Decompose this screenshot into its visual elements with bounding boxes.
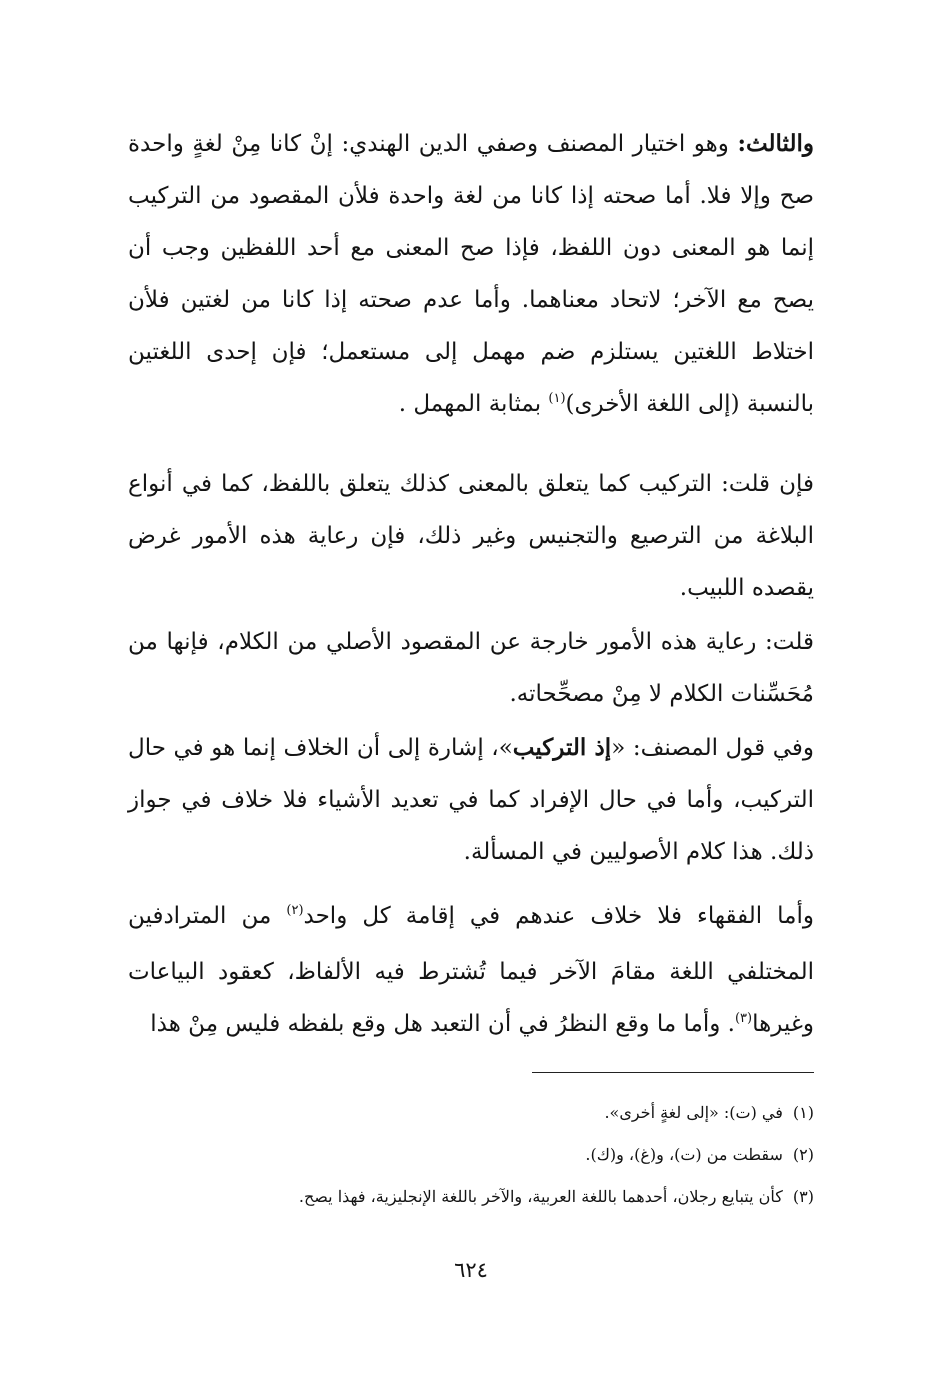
quoted-term: إذ التركيب [512, 734, 612, 761]
footnote-item [128, 1092, 814, 1134]
paragraph-text-tail: بمثابة المهمل . [398, 391, 549, 417]
paragraph-text-after: »، إشارة إلى أن الخلاف إنما هو في حال التركيب، وأما في حال الإفراد كما في تعديد الأشياء فلا خلاف في جواز ذلك. هذا كلام الأصوليين في المسألة. [128, 735, 814, 865]
page-number: ٦٢٤ [454, 1258, 488, 1282]
paragraph-objection [128, 458, 814, 614]
paragraph-third-opinion [128, 118, 814, 434]
footnote-divider [532, 1072, 814, 1073]
footnotes-list [128, 1092, 814, 1218]
document-page [128, 0, 814, 1376]
paragraph-text: فإن قلت: التركيب كما يتعلق بالمعنى كذلك يتعلق باللفظ، كما في أنواع البلاغة من الترصيع والتجنيس وغير ذلك، فإن رعاية هذه الأمور غرض يقصده اللبيب. [128, 471, 814, 601]
footnote-reference-2: (٢) [286, 903, 304, 918]
footnote-item [128, 1134, 814, 1176]
paragraph-reply [128, 616, 814, 720]
footnote-marker: (١) [792, 1103, 814, 1122]
paragraph-author-statement [128, 722, 814, 878]
paragraph-text-before: وفي قول المصنف: « [611, 735, 814, 761]
paragraph-text-after: . وأما ما وقع النظرُ في أن التعبد هل وقع بلفظه فليس مِنْ هذا [150, 1011, 735, 1037]
footnote-text: في (ت): «إلى لغةٍ أخرى». [604, 1103, 783, 1122]
paragraph-jurists [128, 890, 814, 1054]
paragraph-text-middle: من المترادفين المختلفي اللغة مقامَ الآخر فيما تُشترط فيه الألفاظ، كعقود البياعات وغيرها [128, 903, 814, 1037]
paragraph-text: قلت: رعاية هذه الأمور خارجة عن المقصود الأصلي من الكلام، فإنها من مُحَسِّنات الكلام لا مِنْ مصحِّحاته. [128, 629, 814, 707]
footnote-marker: (٢) [792, 1145, 814, 1164]
footnote-text: سقطت من (ت)، و(غ)، و(ك). [585, 1145, 783, 1164]
paragraph-text-before: وأما الفقهاء فلا خلاف عندهم في إقامة كل واحد [303, 903, 814, 929]
footnote-text: كأن يتبايع رجلان، أحدهما باللغة العربية، والآخر باللغة الإنجليزية، فهذا يصح. [298, 1187, 783, 1206]
footnote-marker: (٣) [792, 1187, 814, 1206]
paragraph-text: وهو اختيار المصنف وصفي الدين الهندي: إنْ كانا مِنْ لغةٍ واحدة صح وإلا فلا. أما صحته إذا كانا من لغة واحدة فلأن المقصود من التركيب إنما هو المعنى دون اللفظ، فإذا صح المعنى مع أحد اللفظين وجب أن يصح مع الآخر؛ لاتحاد معناهما. وأما عدم صحته إذا كانا من لغتين فلأن اختلاط اللغتين يستلزم ضم مهمل إلى مستعمل؛ فإن إحدى اللغتين بالنسبة (إلى اللغة الأخرى) [128, 131, 814, 417]
footnote-item [128, 1176, 814, 1218]
footnote-reference-1: (١) [548, 391, 566, 406]
footnote-reference-3: (٣) [734, 1011, 753, 1026]
paragraph-lead-heading: والثالث: [737, 130, 814, 157]
